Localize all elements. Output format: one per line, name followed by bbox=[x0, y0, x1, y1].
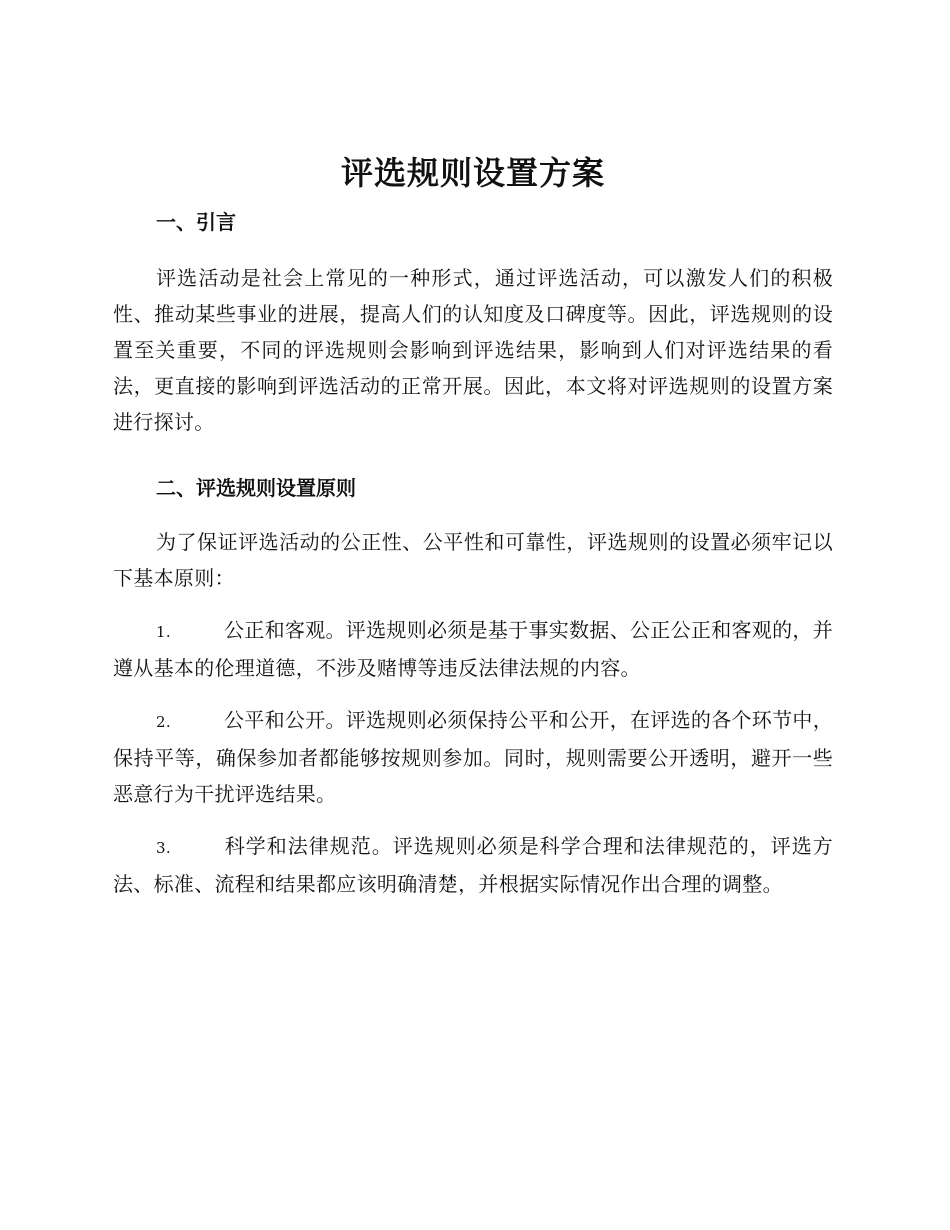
list-item bbox=[113, 702, 833, 812]
list-item bbox=[113, 612, 833, 686]
list-item-text: 科学和法律规范。评选规则必须是科学合理和法律规范的，评选方法、标准、流程和结果都应该明确清楚，并根据实际情况作出合理的调整。 bbox=[113, 834, 833, 896]
list-item-number: 2. bbox=[156, 713, 171, 731]
list-item bbox=[113, 828, 833, 902]
introduction-paragraph: 评选活动是社会上常见的一种形式，通过评选活动，可以激发人们的积极性、推动某些事业的进展，提高人们的认知度及口碑度等。因此，评选规则的设置至关重要，不同的评选规则会影响到评选结果，影响到人们对评选结果的看法，更直接的影响到评选活动的正常开展。因此，本文将对评选规则的设置方案进行探讨。 bbox=[113, 266, 833, 434]
list-item-number: 3. bbox=[156, 839, 171, 857]
document-body bbox=[113, 150, 833, 902]
section-heading-introduction: 一、引言 bbox=[156, 210, 236, 234]
document-title: 评选规则设置方案 bbox=[340, 154, 605, 192]
section-heading-principles: 二、评选规则设置原则 bbox=[156, 476, 356, 500]
list-item-number: 1. bbox=[156, 623, 171, 641]
list-item-text: 公平和公开。评选规则必须保持公平和公开，在评选的各个环节中，保持平等，确保参加者都能够按规则参加。同时，规则需要公开透明，避开一些恶意行为干扰评选结果。 bbox=[113, 708, 833, 806]
principles-intro-paragraph: 为了保证评选活动的公正性、公平性和可靠性，评选规则的设置必须牢记以下基本原则： bbox=[113, 530, 833, 590]
list-item-text: 公正和客观。评选规则必须是基于事实数据、公正公正和客观的，并遵从基本的伦理道德，不涉及赌博等违反法律法规的内容。 bbox=[113, 618, 833, 680]
